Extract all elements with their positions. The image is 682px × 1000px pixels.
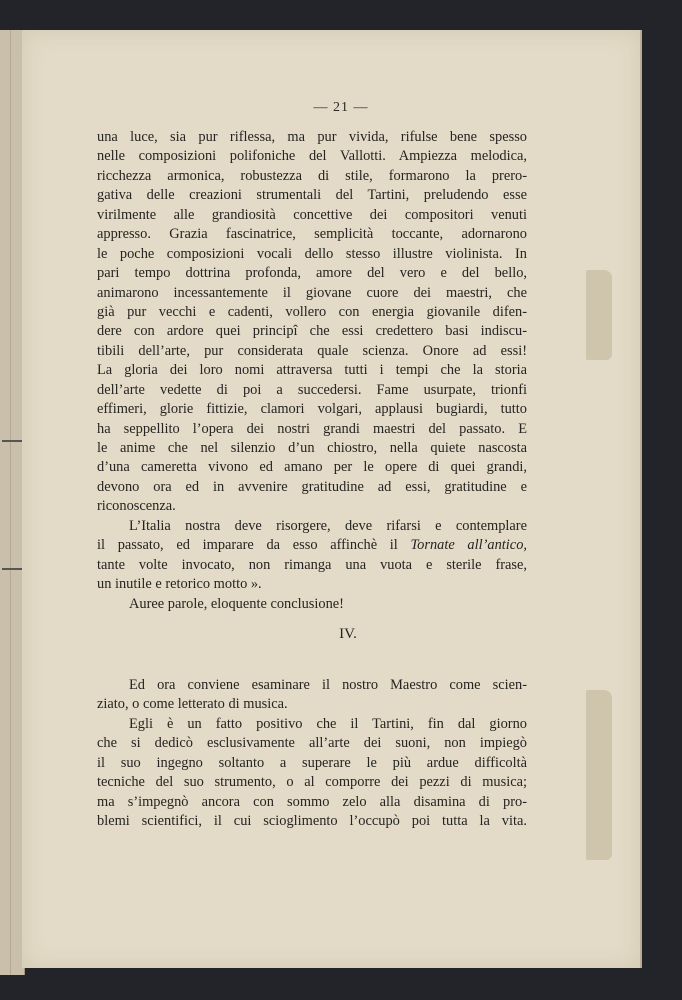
page-edge-tear: [586, 270, 612, 360]
section-heading: IV.: [339, 626, 357, 642]
text-line: tecniche del suo strumento, o al comporre dei pezzi di musica;: [97, 774, 527, 791]
paragraph: [97, 517, 527, 595]
italic-quote: Tornate all’antico,: [410, 537, 527, 554]
text-line: tibili dell’arte, pur considerata quale scienza. Onore ad essi!: [97, 342, 527, 359]
text-block-upper: [97, 128, 527, 614]
text-line: che si dedicò esclusivamente all’arte dei suoni, non impiegò: [97, 735, 527, 752]
text-block-lower: [97, 676, 527, 832]
text-line: ricchezza armonica, robustezza di stile, formarono la prero-: [97, 167, 527, 184]
text-line: d’una cameretta vivono ed amano per le opere di quei grandi,: [97, 459, 527, 476]
text-line: Auree parole, eloquente conclusione!: [129, 595, 344, 612]
text-line: pari tempo dottrina profonda, amore del vero e del bello,: [97, 265, 527, 282]
text-line: un inutile e retorico motto ».: [97, 576, 262, 593]
text-line: appresso. Grazia fascinatrice, semplicità toccante, adornarono: [97, 226, 527, 243]
text-line: le anime che nel silenzio d’un chiostro, nella quiete nascosta: [97, 440, 527, 456]
text-line: effimeri, glorie fittizie, clamori volgari, applausi bugiardi, tutto: [97, 401, 527, 418]
page-number: — 21 —: [313, 100, 369, 115]
text-line: dell’arte vedette di poi a succedersi. Fame usurpate, trionfi: [97, 381, 527, 398]
text-line: il suo ingegno soltanto a superare le più ardue difficoltà: [97, 754, 527, 771]
text-line: già pur vecchi e cadenti, vollero con energia giovanile difen-: [97, 303, 527, 320]
text-line: ha seppellito l’opera dei nostri grandi maestri del passato. E: [97, 420, 527, 437]
paragraph: [97, 676, 527, 715]
text-line: virilmente alle grandiosità concettive dei compositori venuti: [97, 206, 527, 223]
text-line: L’Italia nostra deve risorgere, deve rifarsi e contemplare: [129, 517, 527, 534]
paragraph: [97, 128, 527, 517]
text-line: una luce, sia pur riflessa, ma pur vivida, rifulse bene spesso: [97, 129, 527, 145]
text-span: il passato, ed imparare da esso affinchè il: [97, 537, 411, 554]
text-line: tante volte invocato, non rimanga una vuota e sterile frase,: [97, 556, 527, 573]
text-line: [97, 536, 527, 555]
text-line: blemi scientifici, il cui scioglimento l’occupò poi tutta la vita.: [97, 813, 527, 830]
text-line: ziato, o come letterato di musica.: [97, 696, 288, 713]
text-line: gativa delle creazioni strumentali del Tartini, preludendo esse: [97, 187, 527, 204]
paragraph: [97, 595, 527, 614]
text-line: Egli è un fatto positivo che il Tartini, fin dal giorno: [129, 715, 527, 732]
text-line: le poche composizioni vocali dello stesso illustre violinista. In: [97, 245, 527, 262]
text-line: animarono incessantemente il giovane cuore dei maestri, che: [97, 284, 527, 301]
text-line: Ed ora conviene esaminare il nostro Maestro come scien-: [129, 677, 527, 693]
text-line: ma s’impegnò ancora con sommo zelo alla disamina di pro-: [97, 793, 527, 810]
page-edge-tear: [586, 690, 612, 860]
text-line: nelle composizioni polifoniche del Vallotti. Ampiezza melodica,: [97, 148, 527, 165]
paragraph: [97, 715, 527, 832]
text-line: riconoscenza.: [97, 498, 176, 515]
text-line: devono ora ed in avvenire gratitudine ad essi, gratitudine e: [97, 478, 527, 495]
text-line: dere con ardore quei principî che essi credettero basi indiscu-: [97, 323, 527, 340]
text-line: La gloria dei loro nomi attraversa tutti i tempi che la storia: [97, 362, 527, 379]
